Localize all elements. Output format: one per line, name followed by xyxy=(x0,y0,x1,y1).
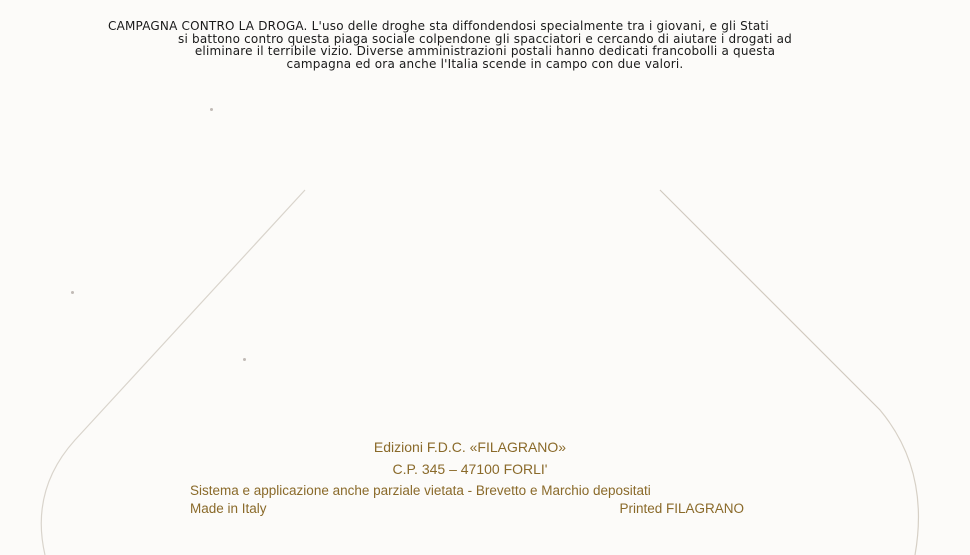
paper-speck xyxy=(243,358,246,361)
paper-speck xyxy=(210,108,213,111)
copyright-notice: Sistema e applicazione anche parziale vietata - Brevetto e Marchio depositati xyxy=(190,483,651,498)
publisher-block xyxy=(190,436,750,521)
envelope-flap-shadow xyxy=(660,190,880,410)
printed-label: Printed FILAGRANO xyxy=(619,501,744,516)
publisher-address: C.P. 345 – 47100 FORLI' xyxy=(392,461,548,477)
description-text xyxy=(100,20,870,70)
description-line: CAMPAGNA CONTRO LA DROGA. L'uso delle droghe sta diffondendosi specialmente tra i giovani, e gli Stati xyxy=(108,19,769,33)
publisher-name: Edizioni F.D.C. «FILAGRANO» xyxy=(373,439,567,455)
description-line: eliminare il terribile vizio. Diverse amministrazioni postali hanno dedicati francobolli a questa xyxy=(194,44,776,58)
paper-speck xyxy=(71,291,74,294)
description-line: campagna ed ora anche l'Italia scende in campo con due valori. xyxy=(286,56,684,71)
origin-label: Made in Italy xyxy=(190,501,267,516)
publisher-footer xyxy=(190,501,750,521)
description-line: si battono contro questa piaga sociale colpendone gli spacciatori e cercando di aiutare i drogati ad xyxy=(178,31,792,46)
